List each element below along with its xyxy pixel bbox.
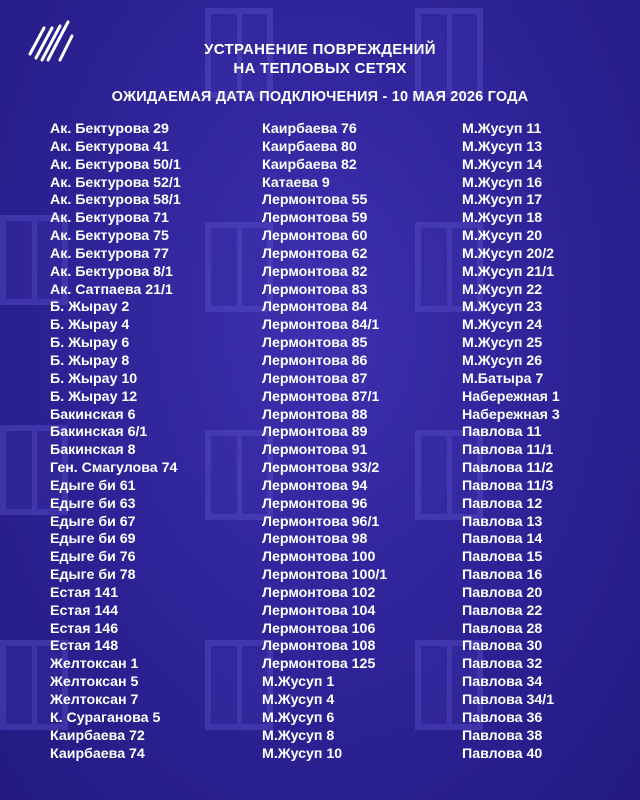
address-column-1 — [50, 121, 181, 763]
address-item: Лермонтова 96 — [262, 495, 368, 512]
address-item: Лермонтова 84 — [262, 299, 368, 316]
address-item: Павлова 38 — [462, 727, 543, 744]
address-item: Едыге би 67 — [50, 513, 136, 530]
address-item: Павлова 11/1 — [462, 442, 554, 459]
address-item: Катаева 9 — [262, 174, 330, 191]
address-item: Едыге би 76 — [50, 549, 136, 566]
address-item: Лермонтова 55 — [262, 192, 368, 209]
address-item: М.Жусуп 4 — [262, 692, 335, 708]
address-item: М.Жусуп 10 — [262, 745, 343, 762]
address-item: Павлова 11/3 — [462, 477, 554, 494]
address-item: Лермонтова 96/1 — [262, 513, 380, 530]
address-item: Естая 141 — [50, 584, 119, 601]
address-item: Бакинская 6/1 — [50, 424, 148, 441]
address-item: М.Жусуп 22 — [462, 281, 543, 298]
address-item: Ак. Бектурова 75 — [50, 228, 169, 245]
address-item: М.Жусуп 20 — [462, 228, 543, 245]
address-item: Каирбаева 74 — [50, 745, 145, 762]
address-item: Павлова 11 — [462, 424, 542, 441]
address-item: Желтоксан 1 — [50, 656, 139, 673]
address-item: Павлова 30 — [462, 638, 543, 655]
address-item: Лермонтова 100 — [262, 549, 376, 566]
address-item: Набережная 1 — [462, 388, 560, 405]
address-item: Бакинская 6 — [50, 406, 136, 423]
address-item: Естая 148 — [50, 638, 119, 655]
address-item: Набережная 3 — [462, 406, 560, 423]
address-item: Желтоксан 7 — [50, 692, 139, 708]
title-line-2: НА ТЕПЛОВЫХ СЕТЯХ — [233, 60, 407, 77]
address-item: М.Жусуп 20/2 — [462, 245, 555, 262]
address-item: Лермонтова 82 — [262, 263, 368, 280]
address-item: Каирбаева 82 — [262, 156, 357, 173]
address-item: Лермонтова 87/1 — [262, 388, 380, 405]
address-item: Б. Жырау 12 — [50, 388, 138, 405]
address-item: Ак. Бектурова 71 — [50, 210, 169, 227]
address-item: М.Жусуп 8 — [262, 727, 335, 744]
address-item: Павлова 11/2 — [462, 460, 554, 477]
address-item: М.Жусуп 11 — [462, 121, 542, 137]
address-item: Павлова 34 — [462, 674, 543, 691]
address-item: Ак. Бектурова 77 — [50, 245, 169, 262]
address-column-3 — [462, 121, 560, 763]
address-item: М.Жусуп 23 — [462, 299, 543, 316]
address-item: Лермонтова 104 — [262, 602, 376, 619]
address-item: Лермонтова 84/1 — [262, 317, 380, 334]
address-item: Павлова 13 — [462, 513, 543, 530]
address-item: Павлова 16 — [462, 567, 543, 584]
address-item: Б. Жырау 8 — [50, 352, 130, 369]
address-item: Павлова 12 — [462, 495, 543, 512]
address-item: Ак. Бектурова 29 — [50, 121, 169, 137]
title-line-1: УСТРАНЕНИЕ ПОВРЕЖДЕНИЙ — [204, 41, 436, 58]
address-item: Павлова 32 — [462, 656, 543, 673]
address-item: М.Жусуп 25 — [462, 335, 543, 352]
address-item: Павлова 36 — [462, 709, 543, 726]
address-item: Павлова 28 — [462, 620, 543, 637]
address-item: Едыге би 78 — [50, 567, 136, 584]
address-item: Каирбаева 80 — [262, 138, 357, 155]
address-item: Едыге би 69 — [50, 531, 136, 548]
address-item: Едыге би 61 — [50, 477, 136, 494]
address-item: Лермонтова 106 — [262, 620, 376, 637]
address-item: Ак. Бектурова 50/1 — [50, 156, 181, 173]
address-item: Лермонтова 108 — [262, 638, 376, 655]
address-item: Едыге би 63 — [50, 495, 136, 512]
address-item: Ак. Сатпаева 21/1 — [50, 281, 173, 298]
address-item: Ак. Бектурова 58/1 — [50, 192, 181, 209]
address-item: Ак. Бектурова 8/1 — [50, 263, 173, 280]
address-item: Лермонтова 93/2 — [262, 460, 380, 477]
address-item: М.Батыра 7 — [462, 370, 544, 387]
address-item: Лермонтова 83 — [262, 281, 368, 298]
address-item: М.Жусуп 18 — [462, 210, 543, 227]
address-item: Б. Жырау 2 — [50, 299, 130, 316]
address-item: Бакинская 8 — [50, 442, 136, 459]
address-item: Лермонтова 86 — [262, 352, 368, 369]
address-column-2 — [262, 121, 387, 763]
address-item: Лермонтова 62 — [262, 245, 368, 262]
address-item: М.Жусуп 6 — [262, 709, 335, 726]
address-item: М.Жусуп 21/1 — [462, 263, 555, 280]
address-item: Павлова 15 — [462, 549, 543, 566]
address-item: К. Сураганова 5 — [50, 709, 161, 726]
address-item: Лермонтова 87 — [262, 370, 368, 387]
address-item: Каирбаева 72 — [50, 727, 145, 744]
address-item: М.Жусуп 14 — [462, 156, 543, 173]
address-item: М.Жусуп 16 — [462, 174, 543, 191]
address-item: М.Жусуп 13 — [462, 138, 543, 155]
page-title — [0, 40, 640, 78]
address-item: Лермонтова 91 — [262, 442, 368, 459]
address-item: Естая 144 — [50, 602, 119, 619]
address-item: Лермонтова 94 — [262, 477, 368, 494]
address-item: Лермонтова 89 — [262, 424, 368, 441]
address-item: Лермонтова 100/1 — [262, 567, 388, 584]
address-item: Б. Жырау 4 — [50, 317, 130, 334]
address-item: Лермонтова 88 — [262, 406, 368, 423]
address-item: Ак. Бектурова 52/1 — [50, 174, 181, 191]
address-item: Б. Жырау 6 — [50, 335, 130, 352]
address-item: Лермонтова 125 — [262, 656, 376, 673]
address-item: Лермонтова 59 — [262, 210, 368, 227]
address-item: М.Жусуп 26 — [462, 352, 543, 369]
address-item: Лермонтова 102 — [262, 584, 376, 601]
address-item: М.Жусуп 17 — [462, 192, 543, 209]
address-item: Естая 146 — [50, 620, 119, 637]
address-item: Каирбаева 76 — [262, 121, 357, 137]
address-item: Лермонтова 60 — [262, 228, 368, 245]
address-item: Лермонтова 98 — [262, 531, 368, 548]
address-item: М.Жусуп 24 — [462, 317, 543, 334]
address-item: Б. Жырау 10 — [50, 370, 138, 387]
address-columns — [0, 121, 640, 761]
address-item: Павлова 20 — [462, 584, 543, 601]
address-item: Павлова 34/1 — [462, 692, 555, 708]
address-item: М.Жусуп 1 — [262, 674, 335, 691]
address-item: Ак. Бектурова 41 — [50, 138, 169, 155]
address-item: Ген. Смагулова 74 — [50, 460, 178, 477]
address-item: Павлова 14 — [462, 531, 543, 548]
address-item: Лермонтова 85 — [262, 335, 368, 352]
connection-date-subtitle: ОЖИДАЕМАЯ ДАТА ПОДКЛЮЧЕНИЯ - 10 МАЯ 2026 ГОДА — [111, 89, 529, 105]
address-item: Павлова 22 — [462, 602, 543, 619]
address-item: Павлова 40 — [462, 745, 543, 762]
address-item: Желтоксан 5 — [50, 674, 139, 691]
